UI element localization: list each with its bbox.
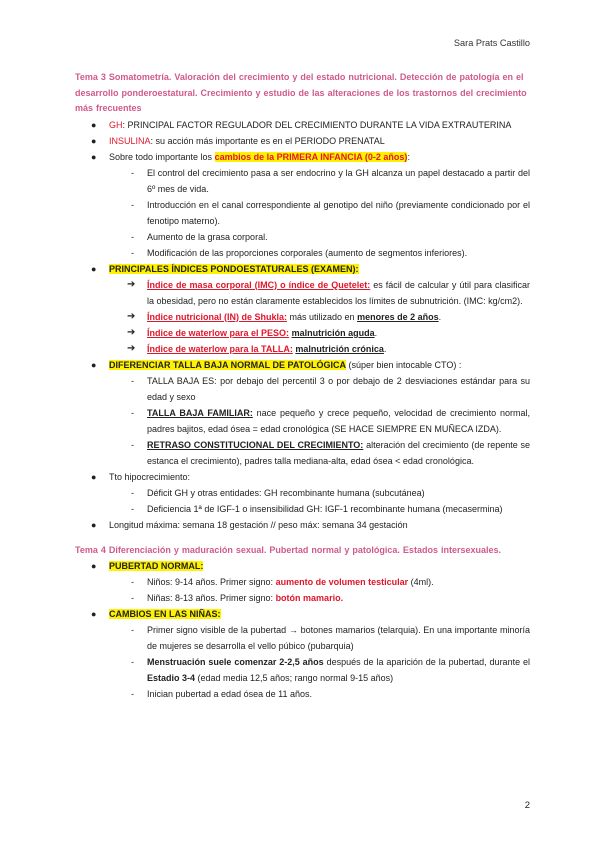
ninos-pre: Niños: 9-14 años. Primer signo: [147, 577, 276, 587]
arrow-icon: ➔ [127, 310, 136, 322]
list-item-indices [75, 261, 530, 277]
list-item-insulina [75, 133, 530, 149]
pubertad-title: PUBERTAD NORMAL: [109, 561, 204, 571]
bullet-icon: ● [91, 561, 97, 571]
waterlow-peso-post: . [374, 327, 378, 338]
mens-bold: Menstruación suele comenzar 2-2,5 años [147, 657, 324, 667]
gh-text: : PRINCIPAL FACTOR REGULADOR DEL CRECIMIENTO DURANTE LA VIDA EXTRAUTERINA [122, 119, 512, 130]
waterlow-talla-label: Índice de waterlow para la TALLA: [147, 343, 293, 354]
sub-item-text: El control del crecimiento pasa a ser endocrino y la GH alcanza un papel destacado a partir del 6º mes de vida. [147, 167, 530, 194]
shukla-label: Índice nutricional (IN) de Shukla: [147, 311, 288, 322]
arrow-icon: ➔ [127, 278, 136, 290]
sub-item [75, 574, 530, 590]
bullet-icon: ● [91, 263, 97, 274]
gh-label: GH [109, 119, 123, 130]
list-item-infancia [75, 149, 530, 165]
arrow-item-shukla [75, 309, 530, 325]
sub-item [75, 405, 530, 437]
dash-icon: - [131, 199, 134, 210]
talla-baja-title: DIFERENCIAR TALLA BAJA NORMAL DE PATOLÓGICA [109, 359, 346, 370]
mens-post: (edad media 12,5 años; rango normal 9-15 años) [195, 673, 394, 683]
waterlow-peso-value: malnutrición aguda [291, 327, 375, 338]
sub-item [75, 373, 530, 405]
dash-icon: - [131, 231, 134, 242]
sub-item [75, 622, 530, 654]
list-item-pubertad [75, 558, 530, 574]
sub-item-text: Introducción en el canal correspondiente al genotipo del niño (previamente condicionado por el fenotipo materno). [147, 199, 530, 226]
dash-icon: - [131, 577, 134, 587]
sub-item-text: Inician pubertad a edad ósea de 11 años. [147, 689, 312, 699]
indices-title: PRINCIPALES ÍNDICES PONDOESTATURALES (EXAMEN): [109, 263, 359, 274]
bullet-icon: ● [91, 151, 97, 162]
ninas-pre: Niñas: 8-13 años. Primer signo: [147, 593, 276, 603]
list-item-tto [75, 469, 530, 485]
quetelet-text: es fácil de calcular y útil para clasificar la obesidad, pero no están claramente establecidos los límites de subnutrición. (IMC: kg/cm2). [147, 279, 531, 306]
insulina-label: INSULINA [109, 135, 151, 146]
list-item-gh [75, 117, 530, 133]
arrow-item-waterlow-peso [75, 325, 530, 341]
shukla-post: . [438, 311, 442, 322]
sub-item [75, 229, 530, 245]
ninos-signo: aumento de volumen testicular [275, 577, 409, 587]
talla-baja-note: (súper bien intocable CTO) : [346, 359, 462, 370]
bullet-icon: ● [91, 471, 97, 482]
sub-item [75, 501, 530, 517]
sub-item [75, 485, 530, 501]
dash-icon: - [131, 375, 134, 386]
dash-icon: - [131, 503, 134, 514]
sub-item-text: Primer signo visible de la pubertad → botones mamarios (telarquia). En una importante minoría de mujeres se desarrolla el vello púbico (pubarquia) [147, 625, 530, 651]
cambios-title: CAMBIOS EN LAS NIÑAS: [109, 609, 221, 619]
list-item-talla-baja [75, 357, 530, 373]
arrow-icon: ➔ [127, 342, 136, 354]
dash-icon: - [131, 167, 134, 178]
sub-item-text: Déficit GH y otras entidades: GH recombinante humana (subcutánea) [147, 487, 425, 498]
bullet-icon: ● [91, 359, 97, 370]
sub-item [75, 197, 530, 229]
familiar-label: TALLA BAJA FAMILIAR: [147, 407, 253, 418]
infancia-post: : [407, 151, 410, 162]
arrow-icon: ➔ [127, 326, 136, 338]
ninos-post: (4ml). [408, 577, 434, 587]
waterlow-talla-value: malnutrición crónica [295, 343, 384, 354]
bullet-icon: ● [91, 519, 97, 530]
sub-item [75, 437, 530, 469]
retraso-text: alteración del crecimiento (de repente se estanca el crecimiento), padres talla mediana-alta, edad ósea < edad cronológica. [147, 439, 530, 466]
arrow-item-quetelet [75, 277, 530, 309]
insulina-text: : su acción más importante es en el PERIODO PRENATAL [150, 135, 385, 146]
page-content [75, 70, 530, 702]
sub-item-text: Modificación de las proporciones corporales (aumento de segmentos inferiores). [147, 247, 468, 258]
ninas-signo: botón mamario. [275, 593, 344, 603]
dash-icon: - [131, 247, 134, 258]
list-item-longitud [75, 517, 530, 533]
bullet-icon: ● [91, 135, 97, 146]
list-item-cambios [75, 606, 530, 622]
dash-icon: - [131, 439, 134, 450]
arrow-item-waterlow-talla [75, 341, 530, 357]
sub-item [75, 245, 530, 261]
shukla-pre: más utilizado en [287, 311, 358, 322]
sub-item [75, 686, 530, 702]
waterlow-talla-post: . [383, 343, 387, 354]
page-number: 2 [524, 800, 530, 811]
bullet-icon: ● [91, 609, 97, 619]
sub-item [75, 165, 530, 197]
longitud-text: Longitud máxima: semana 18 gestación // peso máx: semana 34 gestación [109, 519, 408, 530]
tema3-heading: Tema 3 Somatometría. Valoración del crecimiento y del estado nutricional. Detección de patología en el desarrollo ponderoestatural. Crecimiento y estudio de las alteraciones de los trastornos del crecimiento más frecuentes [75, 72, 527, 113]
dash-icon: - [131, 593, 134, 603]
sub-item [75, 654, 530, 686]
quetelet-label: Índice de masa corporal (IMC) o índice de Quetelet: [147, 279, 371, 290]
sub-item [75, 590, 530, 606]
infancia-pre: Sobre todo importante los [109, 151, 215, 162]
mens-mid: después de la aparición de la pubertad, durante el [323, 657, 530, 667]
sub-item-text: Deficiencia 1ª de IGF-1 o insensibilidad GH: IGF-1 recombinante humana (mecasermina) [147, 503, 503, 514]
tto-title: Tto hipocrecimiento: [109, 471, 191, 482]
sub-item-text: Aumento de la grasa corporal. [147, 231, 268, 242]
infancia-highlight: cambios de la PRIMERA INFANCIA (0-2 años) [214, 151, 408, 162]
dash-icon: - [131, 487, 134, 498]
retraso-label: RETRASO CONSTITUCIONAL DEL CRECIMIENTO: [147, 439, 364, 450]
dash-icon: - [131, 657, 134, 667]
bullet-icon: ● [91, 119, 97, 130]
waterlow-peso-label: Índice de waterlow para el PESO: [147, 327, 290, 338]
familiar-text: nace pequeño y crece pequeño, velocidad de crecimiento normal, padres bajitos, edad ósea = edad cronológica (SE HACE SIEMPRE EN MUÑECA IZDA). [147, 407, 530, 434]
tema4-heading: Tema 4 Diferenciación y maduración sexual. Pubertad normal y patológica. Estados intersexuales. [75, 544, 501, 555]
dash-icon: - [131, 407, 134, 418]
dash-icon: - [131, 689, 134, 699]
sub-item-text: TALLA BAJA ES: por debajo del percentil 3 o por debajo de 2 desviaciones estándar para su edad y sexo [147, 375, 530, 402]
dash-icon: - [131, 625, 134, 635]
shukla-bold: menores de 2 años [357, 311, 439, 322]
author-name: Sara Prats Castillo [453, 38, 530, 48]
mens-estadio: Estadio 3-4 [147, 673, 196, 683]
